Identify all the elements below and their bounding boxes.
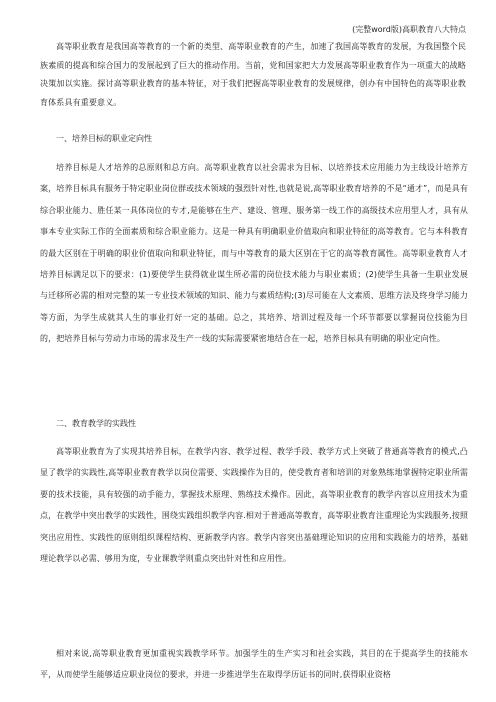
intro-paragraph: 高等职业教育是我国高等教育的一个新的类型、高等职业教育的产生，加速了我国高等教育的发展，为我国整个民族素质的提高和综合国力的发展起到了巨大的推动作用。当前，党和国家把大力发展高等职业教育作为一项重大的战略决策加以实施。探讨高等职业教育的基本特征，对于我们把握高等职业教育的发展规律，创办有中国特色的高等职业教育体系具有重要意义。 [40, 42, 466, 107]
section-1-paragraph-1: 培养目标是人才培养的总原则和总方向。高等职业教育以社会需求为目标、以培养技术应用能力为主线设计培养方案，培养目标具有服务于特定职业岗位群或技术领域的强烈针对性,也就是说,高等职业教育培养的不是“通才”，而是具有综合职业能力、胜任某一具体岗位的专才,是能够在生产、建设、管理、服务第一线工作的高级技术应用型人才，具有从事本专业实际工作的全面素质和综合职业能力。这是一种具有明确职业价值取向和职业特征的高等教育。它与本科教育的最大区别在于明确的职业价值取向和职业特征，而与中等教育的最大区别在于它的高等教育属性。高等职业教育人才培养目标满足以下的要求：(1)要使学生获得就业谋生所必需的岗位技术能力与职业素质；(2)使学生具备一生职业发展与迁移所必需的相对完整的某一专业技术领域的知识、能力与素质结构;(3)尽可能在人文素质、思维方法及终身学习能力等方面，为学生成就其人生的事业打好一定的基础。总之，其培养、培训过程及每一个环节都要以掌握岗位技能为目的，把培养目标与劳动力市场的需求及生产一线的实际需要紧密地结合在一起，培养目标具有明确的职业定向性。 [40, 163, 468, 344]
document-header: (完整word版)高职教育八大特点 [352, 25, 466, 34]
section-heading-1: 一、培养目标的职业定向性 [56, 134, 152, 143]
section-2-paragraph-2: 相对来说,高等职业教育更加重视实践教学环节。加强学生的生产实习和社会实践，其目的在于提高学生的技能水平，从而使学生能够适应职业岗位的要求，并进一步推进学生在取得学历证书的同时,获得职业资格 [40, 649, 468, 680]
section-2-paragraph-1: 高等职业教育为了实现其培养目标，在教学内容、教学过程、教学手段、教学方式上突破了普通高等教育的模式,凸显了教学的实践性,高等职业教育教学以岗位需要、实践操作为目的，使受教育者和培训的对象熟练地掌握特定职业所需要的技术技能，具有较强的动手能力，掌握技术原理、熟练技术操作。因此，高等职业教育的教学内容以应用技术为重点，在教学中突出教学的实践性，围绕实践组织教学内容.相对于普通高等教育，高等职业教育注重理论为实践服务,按照突出应用性、实践性的原则组织课程结构、更新教学内容。教学内容突出基础理论知识的应用和实践能力的培养，基础理论教学以必需、够用为度，专业课教学则重点突出针对性和应用性。 [40, 447, 468, 564]
section-heading-2: 二、教育教学的实践性 [56, 419, 136, 428]
